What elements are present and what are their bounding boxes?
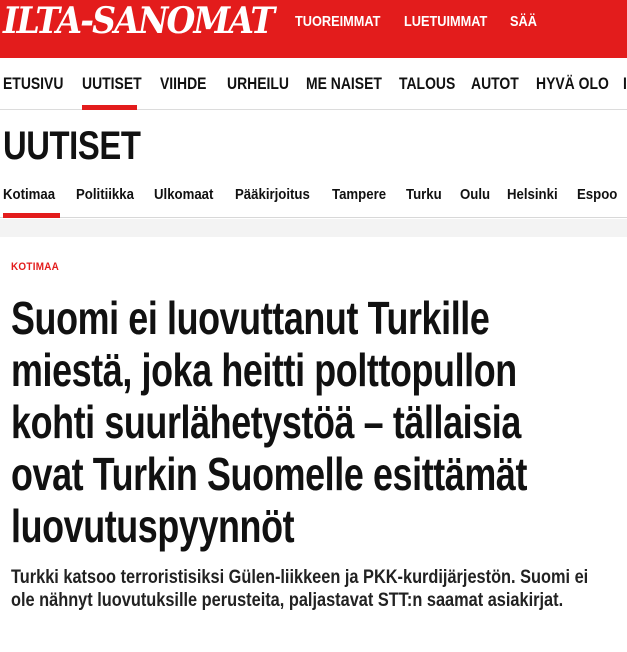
nav-item-me-naiset[interactable]: ME NAISET bbox=[306, 74, 382, 93]
article-lead: Turkki katsoo terroristisiksi Gülen-liikkeen ja PKK-kurdijärjestön. Suomi ei ole nähnyt luovutuksille perusteita, paljastavat STT:n saamat asiakirjat. bbox=[11, 567, 589, 611]
article-headline[interactable]: Suomi ei luovuttanut Turkille miestä, joka heitti polttopullon kohti suurlähetystöä – tällaisia ovat Turkin Suomelle esittämät luovutuspyynnöt bbox=[11, 292, 528, 552]
subnav-item-turku[interactable]: Turku bbox=[406, 185, 442, 203]
top-link-luetuimmat[interactable]: LUETUIMMAT bbox=[404, 12, 488, 30]
nav-item-autot[interactable]: AUTOT bbox=[471, 74, 519, 93]
section-title: UUTISET bbox=[3, 124, 141, 168]
top-link-tuoreimmat[interactable]: TUOREIMMAT bbox=[295, 12, 381, 30]
main-navigation bbox=[0, 58, 627, 110]
article-category[interactable]: KOTIMAA bbox=[11, 261, 60, 273]
nav-item-overflow[interactable]: I bbox=[623, 74, 627, 93]
site-logo[interactable]: ILTA-SANOMAT bbox=[3, 0, 274, 42]
subnav-item-kotimaa[interactable]: Kotimaa bbox=[3, 185, 56, 203]
site-header bbox=[0, 0, 627, 58]
subnav-item-espoo[interactable]: Espoo bbox=[577, 185, 618, 203]
nav-item-viihde[interactable]: VIIHDE bbox=[160, 74, 207, 93]
nav-item-uutiset[interactable]: UUTISET bbox=[82, 74, 142, 93]
nav-item-etusivu[interactable]: ETUSIVU bbox=[3, 74, 64, 93]
subnav-item-paakirjoitus[interactable]: Pääkirjoitus bbox=[235, 185, 310, 203]
subnav-active-indicator bbox=[3, 213, 60, 218]
subnav-item-oulu[interactable]: Oulu bbox=[460, 185, 491, 203]
content-divider bbox=[0, 219, 627, 237]
subnav-item-politiikka[interactable]: Politiikka bbox=[76, 185, 134, 203]
subnav-item-helsinki[interactable]: Helsinki bbox=[507, 185, 558, 203]
nav-item-urheilu[interactable]: URHEILU bbox=[227, 74, 289, 93]
top-link-saa[interactable]: SÄÄ bbox=[510, 12, 537, 30]
subnav-item-tampere[interactable]: Tampere bbox=[332, 185, 387, 203]
nav-item-hyva-olo[interactable]: HYVÄ OLO bbox=[536, 74, 609, 93]
subnav-item-ulkomaat[interactable]: Ulkomaat bbox=[154, 185, 214, 203]
section-subnavigation bbox=[0, 172, 627, 218]
nav-item-talous[interactable]: TALOUS bbox=[399, 74, 456, 93]
nav-active-indicator bbox=[82, 105, 137, 110]
